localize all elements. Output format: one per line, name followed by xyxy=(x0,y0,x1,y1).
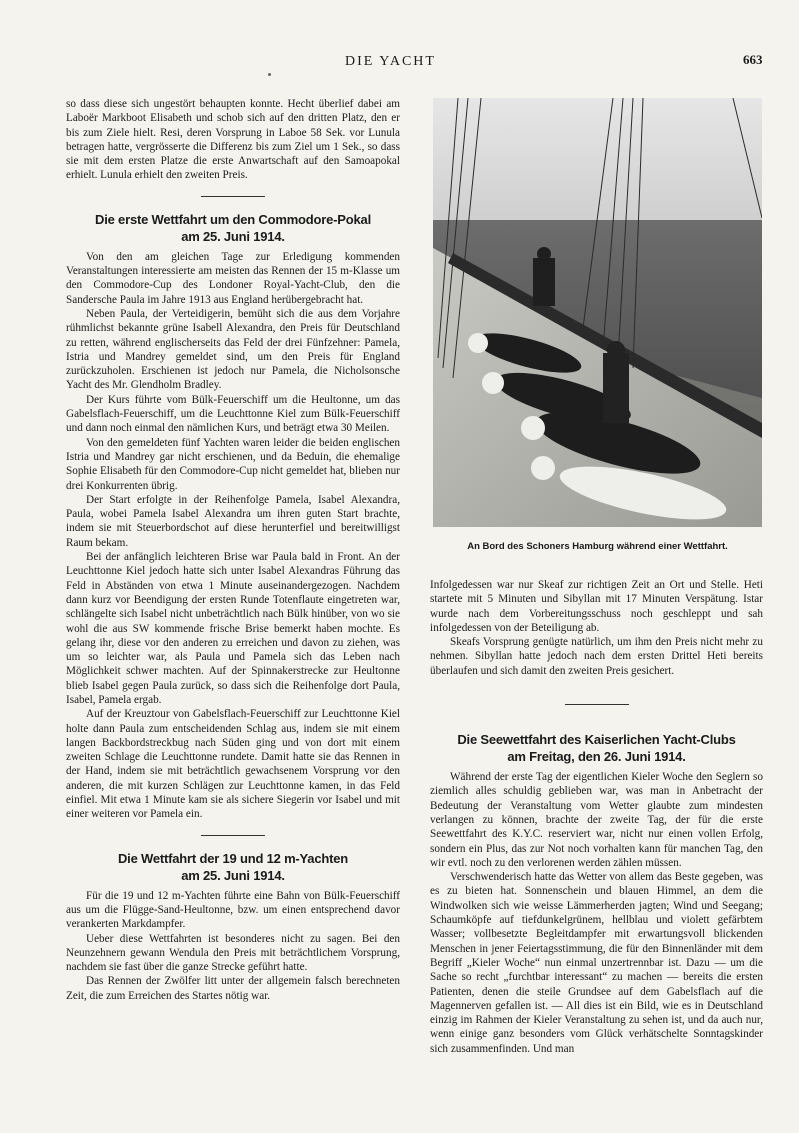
paragraph: Verschwenderisch hatte das Wetter von allem das Beste gegeben, was es zu bieten hat. Sonnenschein und blauen Himmel, an dem die Windwolken sich wie weisse Lämmerherden jagten; Wind und Seegang; Schaumköpfe auf tiefdunkelgrünem, hellblau und violett gefärbtem Wasser; vollbesetzte Begleitdampfer mit erwartungsvoll blickenden Menschen in jener Feiertagsstimmung, die für den Binnenländer mit dem Begriff „Kieler Woche“ nun einmal unzertrennbar ist. Dazu — um die Sache so recht „furchtbar interessant“ zu machen — bereits die ersten Patienten, denen die steile Grundsee auf dem Gabelsflach auf die Magennerven gefallen ist. — All dies ist ein Bild, wie es in Deutschland einzig im Rahmen der Kieler Veranstaltung zu sehen ist, und da auch nur, wenn einige ganz besonders vom Glück verhätschelte Sonntagskinder sich zusammenfinden. Und man xyxy=(430,871,763,1055)
paragraph: Neben Paula, der Verteidigerin, bemüht sich die aus dem Vorjahre rühmlichst bekannte grüne Isabell Alexandra, den Preis für Deutschland zu retten, während englischerseits das Feld der drei Fünfzehner: Pamela, Istria und Mandrey gemeldet sind, um den Preis für England zurückzuholen. Erschienen ist jedoch nur Pamela, die Nicholsonsche Yacht des Mr. Glendholm Bradley. xyxy=(66,307,400,392)
section-heading-commodore xyxy=(66,211,400,245)
heading-line: Die erste Wettfahrt um den Commodore-Pokal xyxy=(95,211,371,227)
heading-line: am Freitag, den 26. Juni 1914. xyxy=(507,749,686,765)
right-column xyxy=(430,578,763,1056)
section-divider xyxy=(201,835,265,836)
heading-line: am 25. Juni 1914. xyxy=(181,228,285,244)
section-heading-19-12m xyxy=(66,850,400,884)
schooner-photo xyxy=(433,98,762,527)
section-heading-seewettfahrt xyxy=(430,731,763,765)
section-divider xyxy=(201,196,265,197)
paragraph: Skeafs Vorsprung genügte natürlich, um ihm den Preis nicht mehr zu nehmen. Sibyllan hatte jedoch nach dem ersten Drittel Heti bereits überlaufen und sich damit den zweiten Preis gesichert. xyxy=(430,636,763,677)
paragraph: Das Rennen der Zwölfer litt unter der allgemein falsch berechneten Zeit, die zum Erreichen des Startes nötig war. xyxy=(66,975,400,1002)
left-column xyxy=(66,97,400,1003)
heading-line: Die Seewettfahrt des Kaiserlichen Yacht-Clubs xyxy=(457,732,736,748)
paragraph: Ueber diese Wettfahrten ist besonderes nicht zu sagen. Bei den Neunzehnern gewann Wendula den Preis mit beträchtlichem Vorsprung, nachdem sie fast über die ganze Strecke geführt hatte. xyxy=(66,932,400,974)
section-divider xyxy=(565,704,629,705)
intro-paragraph: so dass diese sich ungestört behaupten konnte. Hecht überlief dabei am Laboër Markboot Elisabeth und schob sich auf den dritten Platz, den er bis zum Ziele hielt. Resi, deren Vorsprung in Laboe 58 Sek. vor Lunula betragen hatte, vergrösserte die Differenz bis zum Ziel um 1 Sek., so dass sie mit dem ersten Platze die erste Anwartschaft auf den Samoapokal erhielt. Lunula erhielt den zweiten Preis. xyxy=(66,98,400,182)
decorative-dot xyxy=(268,73,271,76)
heading-line: am 25. Juni 1914. xyxy=(181,867,285,883)
schooner-deck-image xyxy=(433,98,762,527)
page-number: 663 xyxy=(743,52,763,67)
heading-line: Die Wettfahrt der 19 und 12 m-Yachten xyxy=(117,850,349,866)
paragraph: Infolgedessen war nur Skeaf zur richtigen Zeit an Ort und Stelle. Heti startete mit 5 Minuten und Sibyllan mit 17 Minuten Verspätung. Istar wurde nach dem Vorbereitungsschuss noch geschleppt und sah infolgedessen von der Beteiligung ab. xyxy=(430,579,763,634)
paragraph: Von den gemeldeten fünf Yachten waren leider die beiden englischen Istria und Mandrey gar nicht erschienen, und da Beduin, die ehemalige Sophie Elisabeth für den Commodore-Cup nicht gemeldet hat, blieben nur drei Konkurrenten übrig. xyxy=(66,436,400,492)
photo-caption: An Bord des Schoners Hamburg während einer Wettfahrt. xyxy=(467,541,728,552)
paragraph: Für die 19 und 12 m-Yachten führte eine Bahn von Bülk-Feuerschiff aus um die Flügge-Sand-Heultonne, bzw. um einen entsprechend davor verankerten Markdampfer. xyxy=(66,889,400,931)
paragraph: Der Start erfolgte in der Reihenfolge Pamela, Isabel Alexandra, Paula, wobei Pamela Isabel Alexandra um ihren guten Start brachte, indem sie mit Steuerbordschot auf diese herunterfiel und bereitwilligst Raum bekam. xyxy=(66,493,400,549)
paragraph: Der Kurs führte vom Bülk-Feuerschiff um die Heultonne, um das Gabelsflach-Feuerschiff, um die Leuchttonne Kiel zum Bülk-Feuerschiff und dann noch einmal den nämlichen Kurs, und beträgt etwa 30 Meilen. xyxy=(66,393,400,435)
paragraph: Von den am gleichen Tage zur Erledigung kommenden Veranstaltungen interessierte am meisten das Rennen der 15 m-Klasse um den Commodore-Cup des Londoner Royal-Yacht-Club, den die Sandersche Paula im Jahre 1913 aus England herübergebracht hat. xyxy=(66,250,400,306)
running-title: DIE YACHT xyxy=(345,54,436,69)
paragraph: Bei der anfänglich leichteren Brise war Paula bald in Front. An der Leuchttonne Kiel jedoch hatte sich unter Isabel Alexandras Führung das Feld in Abständen von etwa 1 Minute auseinandergezogen. Nachdem dann kurz vor Beendigung der ersten Runde Totenflaute eingetreten war, schlängelte sich Isabel nicht unbeträchtlich nach Bülk hinüber, von wo sie wohl die aus SW kommende frische Brise bemerkt haben mochte. Es gelang ihr, diese vor den anderen zu erreichen und davon zu ziehen, was um so leichter war, als Paula und Pamela sich das Leben nach Möglichkeit schwer machten. Auf der Spinnakerstrecke zur Heultonne blieb Isabel gegen Paula zurück, so dass sich die Reihenfolge dort Paula, Isabel, Pamela ergab. xyxy=(66,551,400,706)
paragraph: Während der erste Tag der eigentlichen Kieler Woche den Seglern so ziemlich alles schuldig geblieben war, was man in Anbetracht der Bedeutung der Veranstaltung vom Wetter glaubte zum mindesten verlangen zu können, brachte der zweite Tag, der für die erste Seewettfahrt des K.Y.C. reserviert war, nicht nur einen vollen Erfolg, sondern ein Plus, das zur Not noch vorhalten kann für manchen Tag, den wir evtl. noch zu den verlorenen werden zählen müssen. xyxy=(430,771,763,869)
page-header xyxy=(0,52,799,74)
paragraph: Auf der Kreuztour von Gabelsflach-Feuerschiff zur Leuchttonne Kiel holte dann Paula zum entscheidenden Schlag aus, indem sie mit einem langen Backbordstreckbug nach Süden ging und von dort mit einem zweiten Schlage die Leuchttonne rundete. Damit hatte sie das Rennen in der Hand, indem sie mit beträchtlich gewachsenem Vorsprung vor den anderen, die mit kurzen Schlägen zur Leuchttonne kamen, in das Feld einfiel. Mit etwa 1 Minute kam sie als sichere Siegerin vor Isabel und mit einer weiteren vor Pamela ein. xyxy=(66,708,400,821)
